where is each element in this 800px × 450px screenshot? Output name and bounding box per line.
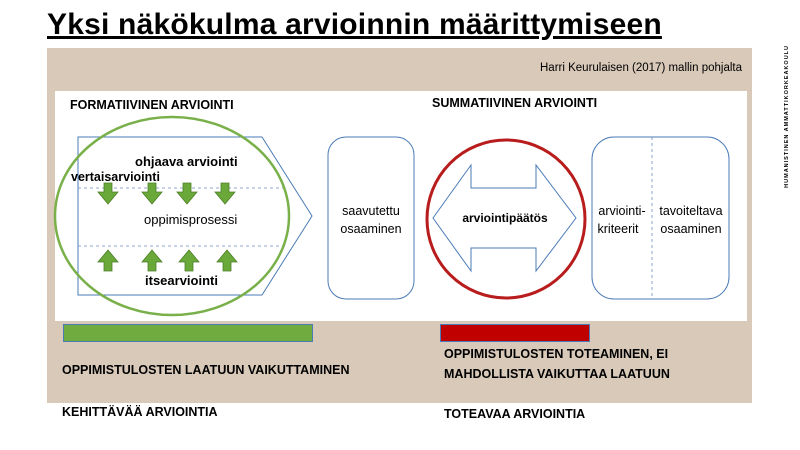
summative-caption-line1: OPPIMISTULOSTEN TOTEAMINEN, EI bbox=[444, 347, 669, 361]
criteria-line2: kriteerit bbox=[597, 222, 639, 236]
credit-text: Harri Keurulaisen (2017) mallin pohjalta bbox=[540, 62, 742, 74]
formative-heading: FORMATIIVINEN ARVIOINTI bbox=[70, 98, 234, 112]
guided-assessment-label: ohjaava arviointi bbox=[135, 154, 238, 169]
formative-caption: OPPIMISTULOSTEN LAATUUN VAIKUTTAMINEN bbox=[62, 363, 350, 377]
peer-assessment-label: vertaisarviointi bbox=[71, 170, 160, 184]
summative-subcaption: TOTEAVAA ARVIOINTIA bbox=[444, 407, 586, 421]
learning-process-label: oppimisprosessi bbox=[144, 212, 238, 227]
side-organization-label: HUMANISTINEN AMMATTIKORKEAKOULU bbox=[784, 45, 790, 188]
target-line2: osaaminen bbox=[660, 222, 722, 236]
criteria-line1: arviointi- bbox=[598, 204, 646, 218]
criteria-target-box bbox=[592, 137, 729, 299]
formative-bar bbox=[63, 324, 313, 342]
decision-label: arviointipäätös bbox=[462, 211, 548, 225]
target-line1: tavoiteltava bbox=[659, 204, 723, 218]
self-assessment-label: itsearviointi bbox=[145, 273, 218, 288]
formative-subcaption: KEHITTÄVÄÄ ARVIOINTIA bbox=[62, 405, 218, 419]
summative-caption-line2: MAHDOLLISTA VAIKUTTAA LAATUUN bbox=[444, 367, 670, 381]
summative-heading: SUMMATIIVINEN ARVIOINTI bbox=[432, 96, 598, 110]
achieved-competence-box bbox=[328, 137, 414, 299]
achieved-competence-line2: osaaminen bbox=[340, 222, 402, 236]
achieved-competence-line1: saavutettu bbox=[342, 204, 400, 218]
summative-bar bbox=[440, 324, 590, 342]
page-title: Yksi näkökulma arvioinnin määrittymiseen bbox=[47, 8, 662, 41]
